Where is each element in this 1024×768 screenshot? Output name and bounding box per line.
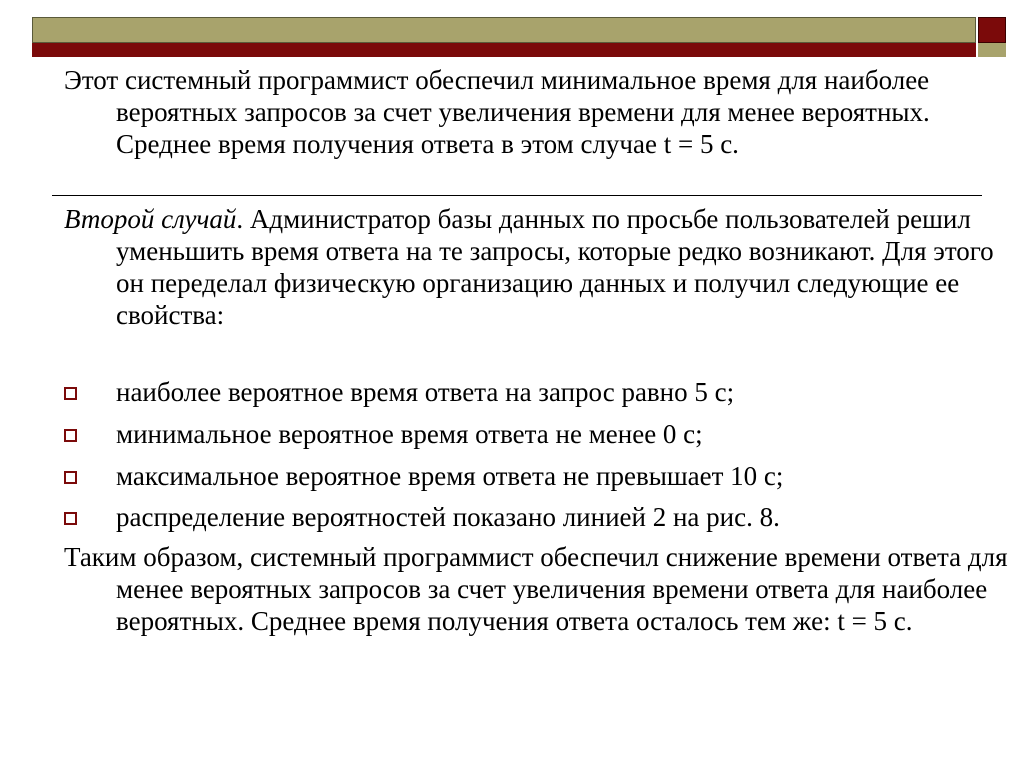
list-item-text: максимальное вероятное время ответа не превышает 10 с; xyxy=(116,461,784,491)
square-bullet-icon xyxy=(64,512,77,525)
square-bullet-icon xyxy=(64,471,77,484)
header-bar-red xyxy=(32,43,976,57)
header-bar-olive xyxy=(32,17,976,43)
paragraph-3: Таким образом, системный программист обеспечил снижение времени ответа для менее вероятных запросов за счет увеличения времени ответа для наиболее вероятных. Среднее время получения ответа осталось тем же: t = 5 с. xyxy=(64,542,1008,636)
square-bullet-icon xyxy=(64,429,77,442)
paragraph-2 xyxy=(64,203,1016,331)
paragraph-2-rest: . Администратор базы данных по просьбе пользователей решил уменьшить время ответа на те запросы, которые редко возникают. Для этого он переделал физическую организацию данных и получил следующие ее свойства: xyxy=(116,204,994,330)
header-corner-olive xyxy=(978,43,1006,57)
list-item-text: наиболее вероятное время ответа на запрос равно 5 с; xyxy=(116,377,735,407)
paragraph-1: Этот системный программист обеспечил минимальное время для наиболее вероятных запросов за счет увеличения времени для менее вероятных. Среднее время получения ответа в этом случае t = 5 с. xyxy=(64,65,930,159)
list-item-text: минимальное вероятное время ответа не менее 0 с; xyxy=(116,419,703,449)
square-bullet-icon xyxy=(64,387,77,400)
header-corner-red xyxy=(978,17,1006,43)
paragraph-2-italic-lead: Второй случай xyxy=(64,204,237,234)
list-item-text: распределение вероятностей показано линией 2 на рис. 8. xyxy=(116,502,780,532)
divider-line xyxy=(52,195,982,196)
